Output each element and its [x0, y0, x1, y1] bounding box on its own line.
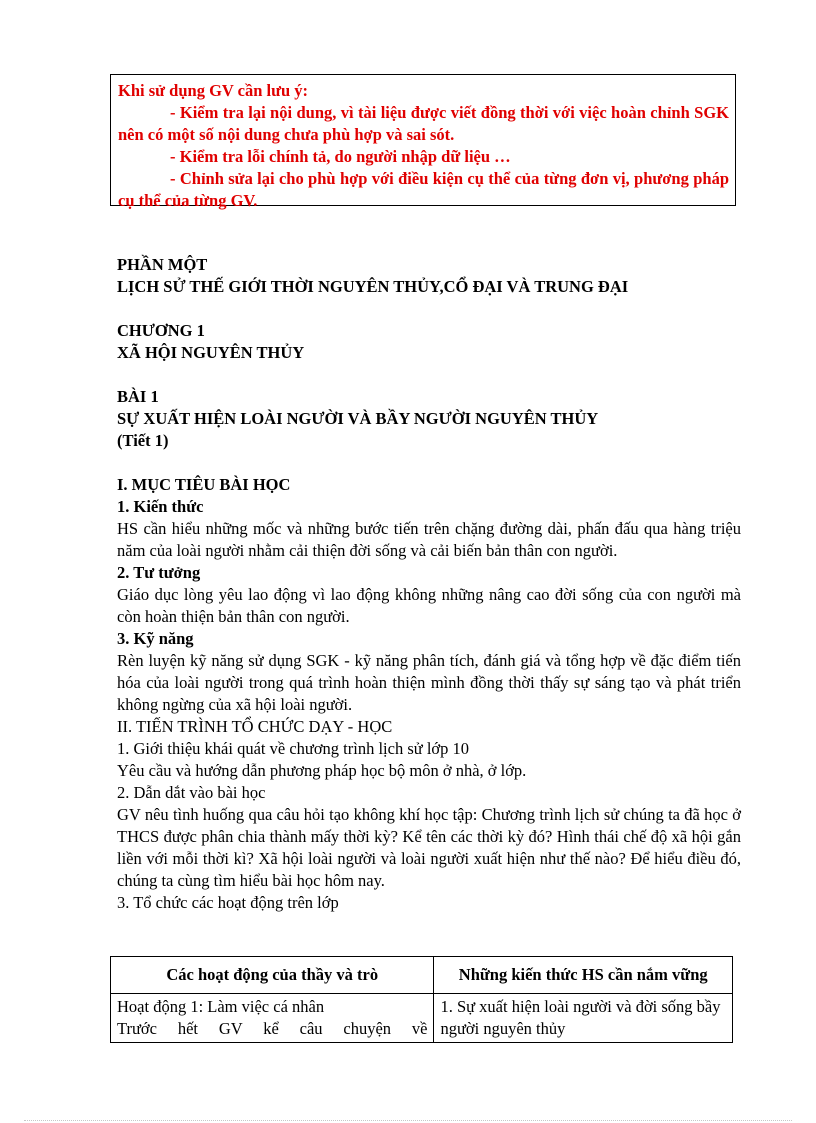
activities-heading: 3. Tổ chức các hoạt động trên lớp [117, 893, 339, 912]
lesson-period: (Tiết 1) [117, 431, 169, 450]
chapter-label: CHƯƠNG 1 [117, 321, 205, 340]
table-header-row [111, 957, 733, 994]
page-break-line [24, 1120, 792, 1121]
intro-text: Yêu cầu và hướng dẫn phương pháp học bộ môn ở nhà, ở lớp. [117, 761, 527, 780]
lead-text: GV nêu tình huống qua câu hỏi tạo không khí học tập: Chương trình lịch sử chúng ta đã học ở THCS được phân chia thành mấy thời kỳ? Kể tên các thời kỳ đó? Hình thái chế độ xã hội gắn liền với mỗi thời kì? Xã hội loài người và loài người xuất hiện như thế nào? Để hiểu điều đó, chúng ta cùng tìm hiểu bài học hôm nay. [117, 805, 741, 890]
table-header-activities: Các hoạt động của thầy và trò [111, 957, 434, 994]
knowledge-heading: 1. Kiến thức [117, 497, 204, 516]
teacher-notice-box [110, 74, 736, 210]
notice-item-content-check: - Kiểm tra lại nội dung, vì tài liệu được viết đồng thời với việc hoàn chỉnh SGK nên có một số nội dung chưa phù hợp và sai sót. [118, 103, 729, 144]
thought-text: Giáo dục lòng yêu lao động vì lao động không những nâng cao đời sống của con người mà còn hoàn thiện bản thân con người. [117, 585, 741, 626]
lead-heading: 2. Dẫn dắt vào bài học [117, 783, 266, 802]
lesson-label: BÀI 1 [117, 387, 159, 406]
activity-line-1: Hoạt động 1: Làm việc cá nhân [117, 997, 325, 1016]
table-row [111, 994, 733, 1043]
notice-title: Khi sử dụng GV cần lưu ý: [118, 81, 309, 100]
notice-item-spelling-check: - Kiểm tra lỗi chính tả, do người nhập dữ liệu … [170, 147, 511, 166]
skills-heading: 3. Kỹ năng [117, 629, 194, 648]
table-cell-knowledge: 1. Sự xuất hiện loài người và đời sống bầy người nguyên thủy [434, 994, 733, 1043]
knowledge-text: HS cần hiểu những mốc và những bước tiến trên chặng đường dài, phấn đấu qua hàng triệu năm của loài người nhằm cải thiện đời sống và cải biến bản thân con người. [117, 519, 741, 560]
activity-line-2: Trước hết GV kể câu chuyện về [117, 1019, 428, 1038]
notice-item-adjust: - Chỉnh sửa lại cho phù hợp với điều kiện cụ thể của từng đơn vị, phương pháp cụ thể của từng GV. [118, 169, 729, 210]
lesson-title: SỰ XUẤT HIỆN LOÀI NGƯỜI VÀ BẦY NGƯỜI NGUYÊN THỦY [117, 409, 599, 428]
thought-heading: 2. Tư tưởng [117, 563, 201, 582]
table-header-knowledge: Những kiến thức HS cần nắm vững [434, 957, 733, 994]
intro-heading: 1. Giới thiệu khái quát về chương trình lịch sử lớp 10 [117, 739, 470, 758]
part-label: PHẦN MỘT [117, 255, 208, 274]
document-body [117, 254, 741, 914]
table-cell-activity [111, 994, 434, 1043]
activities-table [110, 956, 733, 1043]
chapter-title: XÃ HỘI NGUYÊN THỦY [117, 343, 305, 362]
part-title: LỊCH SỬ THẾ GIỚI THỜI NGUYÊN THỦY,CỔ ĐẠI VÀ TRUNG ĐẠI [117, 277, 629, 296]
process-heading: II. TIẾN TRÌNH TỔ CHỨC DẠY - HỌC [117, 717, 393, 736]
skills-text: Rèn luyện kỹ năng sử dụng SGK - kỹ năng phân tích, đánh giá và tổng hợp về đặc điểm tiến hóa của loài người trong quá trình hoàn thiện mình đồng thời thấy sự sáng tạo và phát triển không ngừng của xã hội loài người. [117, 651, 741, 714]
objectives-heading: I. MỤC TIÊU BÀI HỌC [117, 475, 291, 494]
